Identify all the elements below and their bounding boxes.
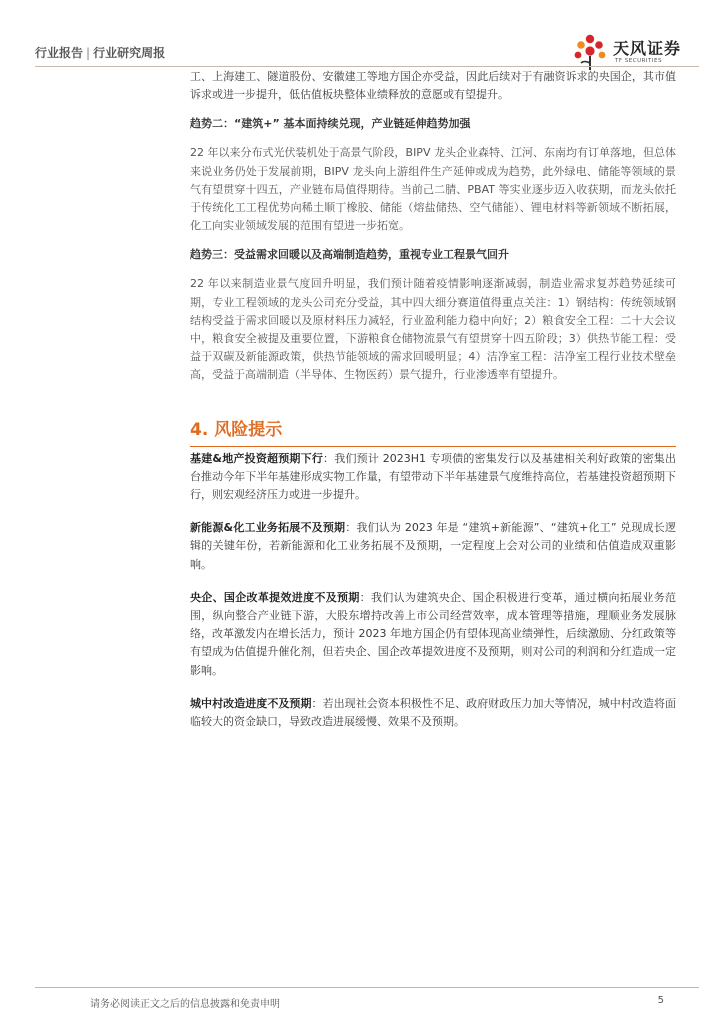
header-subcategory: 行业研究周报: [93, 46, 166, 60]
header-category: 行业报告: [35, 46, 84, 60]
risk-item: [190, 695, 676, 731]
logo-text-en: TF SECURITIES: [615, 58, 662, 64]
risk-item: [190, 450, 676, 505]
logo-text: 天风证券: [613, 39, 682, 58]
risk-body: ：我们认为建筑央企、国企积极进行变革，通过横向拓展业务范围，纵向整合产业链下游，大股东增持改善上市公司经营效率，成本管理等措施，理顺业务发展脉络，改革激发内在增长活力，预计 2023 年地方国企仍有望体现高业绩弹性，后续激励、分红政策等有望成为估值提升催化剂，但若央企、国企改革提效进度不及预期，则对公司的利润和分红造成一定影响。: [190, 590, 677, 677]
trend2-heading: 趋势二：“建筑+” 基本面持续兑现，产业链延伸趋势加强: [190, 117, 471, 131]
footer-divider: [35, 987, 699, 988]
risk-body: ：我们预计 2023H1 专项债的密集发行以及基建相关利好政策的密集出台推动今年下半年基建形成实物工作量，有望带动下半年基建景气度维持高位，若基建投资超预期下行，则宏观经济压力或进一步提升。: [190, 451, 677, 502]
section-divider: [190, 446, 676, 447]
trend3-heading: 趋势三：受益需求回暖以及高端制造趋势，重视专业工程景气回升: [190, 248, 509, 262]
risk-title: 新能源&化工业务拓展不及预期: [190, 521, 346, 535]
continued-paragraph: 工、上海建工、隧道股份、安徽建工等地方国企亦受益，因此后续对于有融资诉求的央国企，其市值诉求或进一步提升，低估值板块整体业绩释放的意愿或有望提升。: [190, 70, 676, 102]
risk-item: [190, 589, 676, 680]
footer-disclaimer: 请务必阅读正文之后的信息披露和免责申明: [90, 999, 280, 1010]
page-number: 5: [657, 995, 664, 1006]
risk-title: 基建&地产投资超预期下行: [190, 451, 324, 465]
report-body: [190, 68, 676, 731]
risk-title: 城中村改造进度不及预期: [190, 696, 312, 710]
header-divider: [35, 66, 699, 67]
header-separator: |: [86, 46, 91, 60]
section-heading-risks: 4. 风险提示: [190, 419, 283, 440]
risk-title: 央企、国企改革提效进度不及预期: [190, 590, 360, 604]
trend2-paragraph: 22 年以来分布式光伏装机处于高景气阶段，BIPV 龙头企业森特、江河、东南均有订单落地，但总体来说业务仍处于发展前期，BIPV 龙头向上游组件生产延伸或成为趋势，此外绿电、储能等领域的景气有望贯穿十四五，产业链布局值得期待。当前己二腈、PBAT 等实业逐步迈入收获期，而龙头依托于传统化工工程优势向稀土顺丁橡胶、储能（熔盐储热、空气储能）、锂电材料等新领域不断拓展，化工向实业领域发展的范围有望进一步拓宽。: [190, 146, 676, 233]
trend3-paragraph: 22 年以来制造业景气度回升明显，我们预计随着疫情影响逐渐减弱，制造业需求复苏趋势延续可期，专业工程领域的龙头公司充分受益，其中四大细分赛道值得重点关注：1）钢结构：传统领域钢结构受益于需求回暖以及原材料压力减轻，行业盈利能力稳中向好；2）粮食安全工程：二十大会议中，粮食安全被提及重要位置，下游粮食仓储物流景气有望贯穿十四五阶段；3）供热节能工程：受益于双碳及新能源政策，供热节能领域的需求回暖明显；4）洁净室工程：洁净室工程行业技术壁垒高，受益于高端制造（半导体、生物医药）景气提升，行业渗透率有望提升。: [190, 277, 676, 382]
risk-body: ：若出现社会资本积极性不足、政府财政压力加大等情况，城中村改造将面临较大的资金缺口，导致改造进展缓慢、效果不及预期。: [190, 696, 677, 729]
risk-item: [190, 519, 676, 574]
risk-body: ：我们认为 2023 年是 “建筑+新能源”、“建筑+化工” 兑现成长逻辑的关键年份，若新能源和化工业务拓展不及预期，一定程度上会对公司的业绩和估值造成双重影响。: [190, 521, 676, 571]
header-breadcrumb: [35, 44, 165, 61]
